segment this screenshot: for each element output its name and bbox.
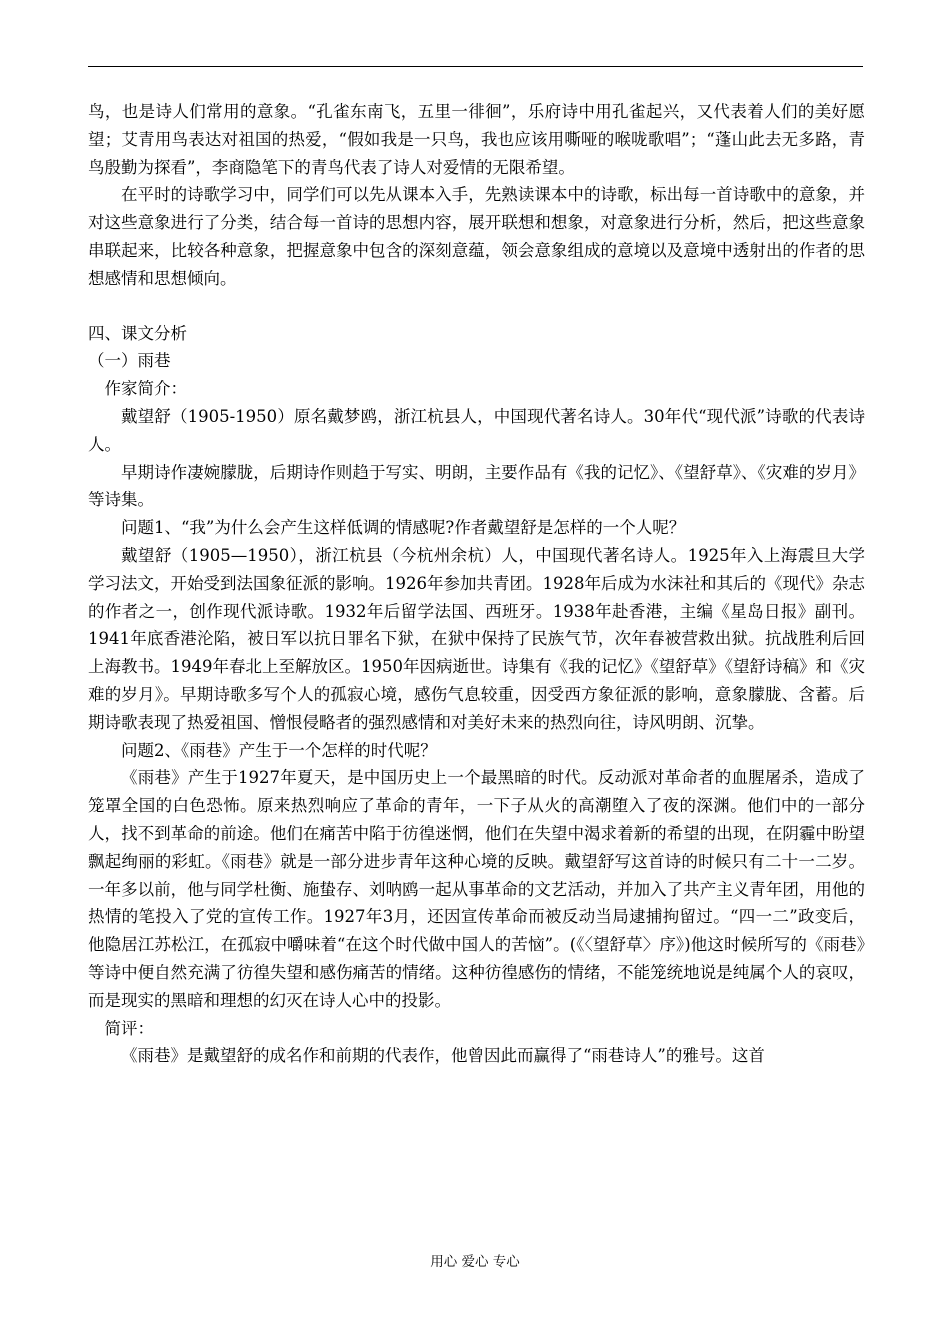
page-footer: 用心 爱心 专心	[430, 1254, 520, 1270]
spacer	[88, 293, 865, 320]
answer-1: 戴望舒（1905—1950），浙江杭县（今杭州余杭）人，中国现代著名诗人。1925年入上海震旦大学学习法文，开始受到法国象征派的影响。1926年参加共青团。1928年后成为水沫社和其后的《现代》杂志的作者之一，创作现代派诗歌。1932年后留学法国、西班牙。1938年赴香港，主编《星岛日报》副刊。1941年底香港沦陷，被日军以抗日罪名下狱，在狱中保持了民族气节，次年春被营救出狱。抗战胜利后回上海教书。1949年春北上至解放区。1950年因病逝世。诗集有《我的记忆》《望舒草》《望舒诗稿》和《灾难的岁月》。早期诗歌多写个人的孤寂心境，感伤气息较重，因受西方象征派的影响，意象朦胧、含蓄。后期诗歌表现了热爱祖国、憎恨侵略者的强烈感情和对美好未来的热烈向往，诗风明朗、沉挚。	[88, 545, 865, 732]
header-rule	[88, 66, 863, 67]
paragraph-study-method: 在平时的诗歌学习中，同学们可以先从课本入手，先熟读课本中的诗歌，标出每一首诗歌中的意象，并对这些意象进行了分类，结合每一首诗的思想内容，展开联想和想象，对意象进行分析，然后，把这些意象串联起来，比较各种意象，把握意象中包含的深刻意蕴，领会意象组成的意境以及意境中透射出的作者的思想感情和思想倾向。	[88, 185, 865, 288]
review-text: 《雨巷》是戴望舒的成名作和前期的代表作，他曾因此而赢得了“雨巷诗人”的雅号。这首	[121, 1046, 765, 1066]
question-1: 问题1、“我”为什么会产生这样低调的情感呢?作者戴望舒是怎样的一个人呢？	[121, 518, 686, 538]
review-label: 简评：	[104, 1018, 154, 1038]
sub-heading: （一）雨巷	[88, 351, 171, 371]
question-2: 问题2、《雨巷》产生于一个怎样的时代呢？	[121, 740, 437, 760]
author-label: 作家简介：	[104, 379, 187, 399]
paragraph-bird-imagery: 鸟，也是诗人们常用的意象。“孔雀东南飞，五里一徘徊”，乐府诗中用孔雀起兴，又代表着人们的美好愿望；艾青用鸟表达对祖国的热爱，“假如我是一只鸟，我也应该用嘶哑的喉咙歌唱”；“蓬山此去无多路，青鸟殷勤为探看”，李商隐笔下的青鸟代表了诗人对爱情的无限希望。	[88, 102, 865, 177]
author-intro-2: 早期诗作凄婉朦胧，后期诗作则趋于写实、明朗，主要作品有《我的记忆》、《望舒草》、《灾难的岁月》等诗集。	[88, 462, 865, 510]
answer-2: 《雨巷》产生于1927年夏天，是中国历史上一个最黑暗的时代。反动派对革命者的血腥屠杀，造成了笼罩全国的白色恐怖。原来热烈响应了革命的青年，一下子从火的高潮堕入了夜的深渊。他们中的一部分人，找不到革命的前途。他们在痛苦中陷于彷徨迷惘，他们在失望中渴求着新的希望的出现，在阴霾中盼望飘起绚丽的彩虹。《雨巷》就是一部分进步青年这种心境的反映。戴望舒写这首诗的时候只有二十一二岁。一年多以前，他与同学杜衡、施蛰存、刘呐鸥一起从事革命的文艺活动，并加入了共产主义青年团，用他的热情的笔投入了党的宣传工作。1927年3月，还因宣传革命而被反动当局逮捕拘留过。“四一二”政变后，他隐居江苏松江，在孤寂中嚼味着“在这个时代做中国人的苦恼”。(《〈望舒草〉序》)他这时候所写的《雨巷》等诗中便自然充满了彷徨失望和感伤痛苦的情绪。这种彷徨感伤的情绪，不能笼统地说是纯属个人的哀叹，而是现实的黑暗和理想的幻灭在诗人心中的投影。	[88, 768, 865, 1010]
document-body	[88, 98, 865, 1070]
author-intro-1: 戴望舒（1905-1950）原名戴梦鸥，浙江杭县人，中国现代著名诗人。30年代“现代派”诗歌的代表诗人。	[88, 406, 865, 454]
section-heading: 四、课文分析	[88, 323, 187, 343]
